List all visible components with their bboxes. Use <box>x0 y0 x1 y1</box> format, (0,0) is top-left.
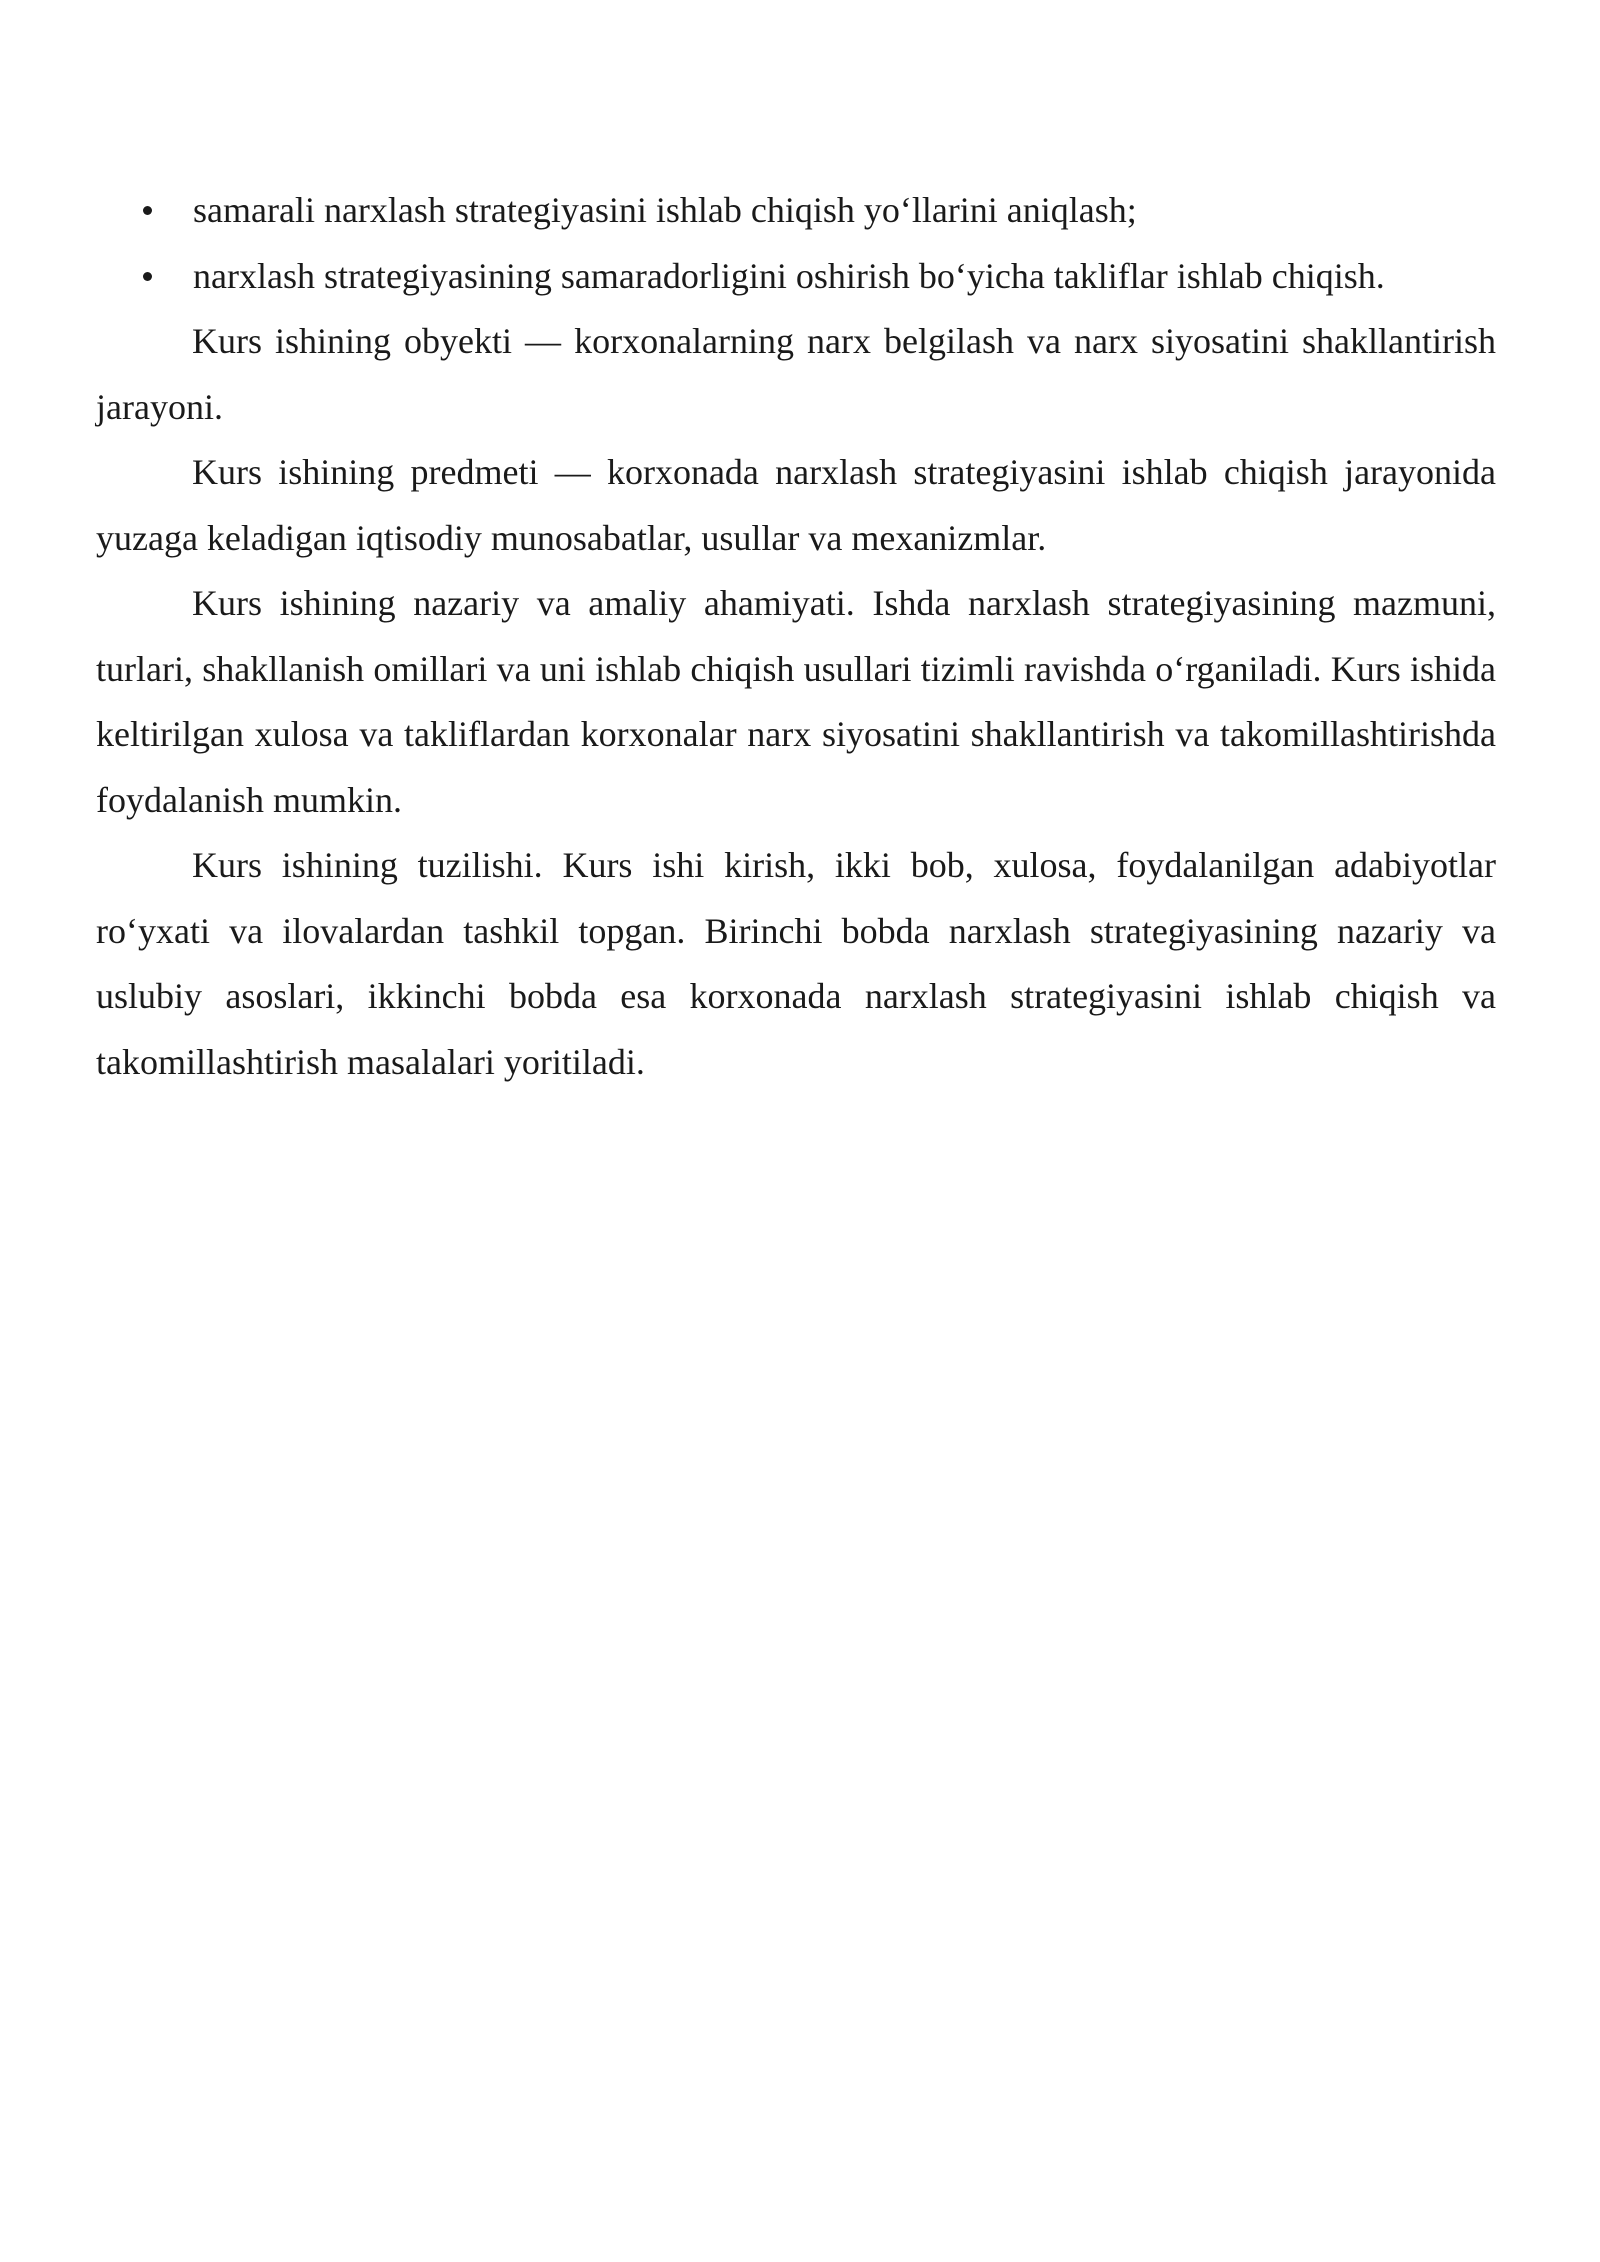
bullet-icon <box>143 206 152 215</box>
page-content <box>96 178 1496 1095</box>
list-item <box>96 244 1496 310</box>
list-item-text: samarali narxlash strategiyasini ishlab chiqish yo‘llarini aniqlash; <box>193 190 1137 230</box>
paragraph-object: Kurs ishining obyekti — korxonalarning narx belgilash va narx siyosatini shakllantirish jarayoni. <box>96 321 1496 427</box>
list-item-text: narxlash strategiyasining samaradorligini oshirish bo‘yicha takliflar ishlab chiqish. <box>193 255 1385 296</box>
paragraph-structure: Kurs ishining tuzilishi. Kurs ishi kirish, ikki bob, xulosa, foydalanilgan adabiyotlar ro‘yxati va ilovalardan tashkil topgan. Birinchi bobda narxlash strategiyasining nazariy va uslubiy asoslari, ikkinchi bobda esa korxonada narxlash strategiyasini ishlab chiqish va takomillashtirish masalalari yoritiladi. <box>96 845 1496 1082</box>
paragraph-subject: Kurs ishining predmeti — korxonada narxlash strategiyasini ishlab chiqish jarayonida yuzaga keladigan iqtisodiy munosabatlar, usullar va mexanizmlar. <box>96 452 1496 558</box>
bullet-icon <box>143 272 152 281</box>
paragraph-significance: Kurs ishining nazariy va amaliy ahamiyati. Ishda narxlash strategiyasining mazmuni, turlari, shakllanish omillari va uni ishlab chiqish usullari tizimli ravishda o‘rganiladi. Kurs ishida keltirilgan xulosa va takliflardan korxonalar narx siyosatini shakllantirish va takomillashtirishda foydalanish mumkin. <box>96 583 1496 820</box>
list-item <box>96 178 1496 244</box>
objectives-list <box>96 178 1496 309</box>
